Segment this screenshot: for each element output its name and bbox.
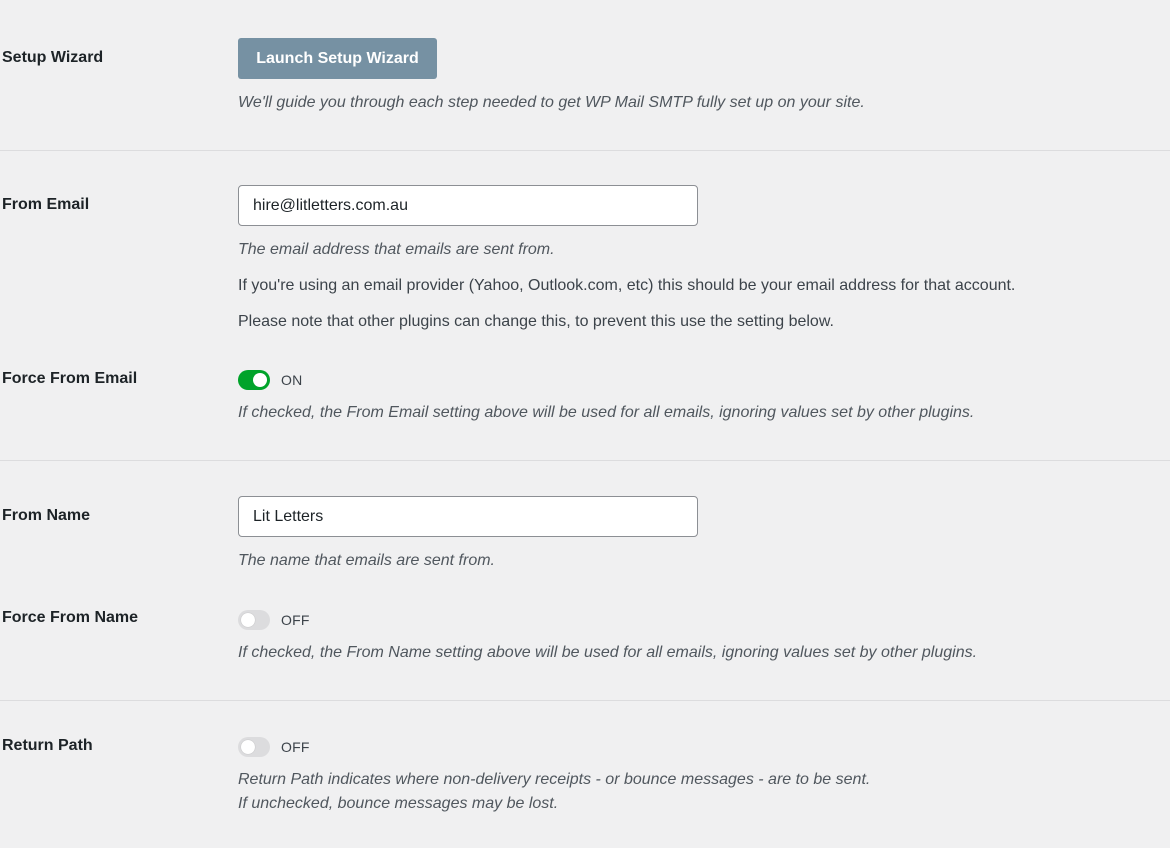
launch-setup-wizard-button[interactable]: Launch Setup Wizard <box>238 38 437 79</box>
toggle-knob <box>241 613 255 627</box>
force-from-name-description: If checked, the From Name setting above will be used for all emails, ignoring values set by other plugins. <box>238 644 978 661</box>
force-from-name-toggle[interactable] <box>238 610 310 630</box>
toggle-knob <box>253 373 267 387</box>
setup-wizard-description: We'll guide you through each step needed to get WP Mail SMTP fully set up on your site. <box>238 94 865 111</box>
section-divider <box>0 460 1170 461</box>
force-from-email-description: If checked, the From Email setting above will be used for all emails, ignoring values set by other plugins. <box>238 404 975 421</box>
from-email-provider-note: If you're using an email provider (Yahoo, Outlook.com, etc) this should be your email address for that account. <box>238 277 1016 294</box>
toggle-switch-off[interactable] <box>238 737 270 757</box>
toggle-switch-on[interactable] <box>238 370 270 390</box>
toggle-knob <box>241 740 255 754</box>
return-path-label: Return Path <box>2 737 93 754</box>
return-path-toggle[interactable] <box>238 737 310 757</box>
force-from-email-label: Force From Email <box>2 370 138 387</box>
toggle-state-label: OFF <box>281 612 310 628</box>
from-name-description: The name that emails are sent from. <box>238 552 495 569</box>
force-from-name-label: Force From Name <box>2 609 139 626</box>
return-path-warning: If unchecked, bounce messages may be lost. <box>238 795 559 812</box>
setup-wizard-label: Setup Wizard <box>2 49 104 66</box>
section-divider <box>0 700 1170 701</box>
from-email-field[interactable] <box>238 185 698 226</box>
force-from-email-toggle[interactable] <box>238 370 302 390</box>
from-email-plugins-note: Please note that other plugins can change this, to prevent this use the setting below. <box>238 313 834 330</box>
from-email-description: The email address that emails are sent from. <box>238 241 555 258</box>
section-divider <box>0 150 1170 151</box>
toggle-state-label: OFF <box>281 739 310 755</box>
from-name-field[interactable] <box>238 496 698 537</box>
toggle-state-label: ON <box>281 372 303 388</box>
from-email-label: From Email <box>2 196 90 213</box>
return-path-description: Return Path indicates where non-delivery receipts - or bounce messages - are to be sent. <box>238 771 871 788</box>
from-name-label: From Name <box>2 507 91 524</box>
toggle-switch-off[interactable] <box>238 610 270 630</box>
